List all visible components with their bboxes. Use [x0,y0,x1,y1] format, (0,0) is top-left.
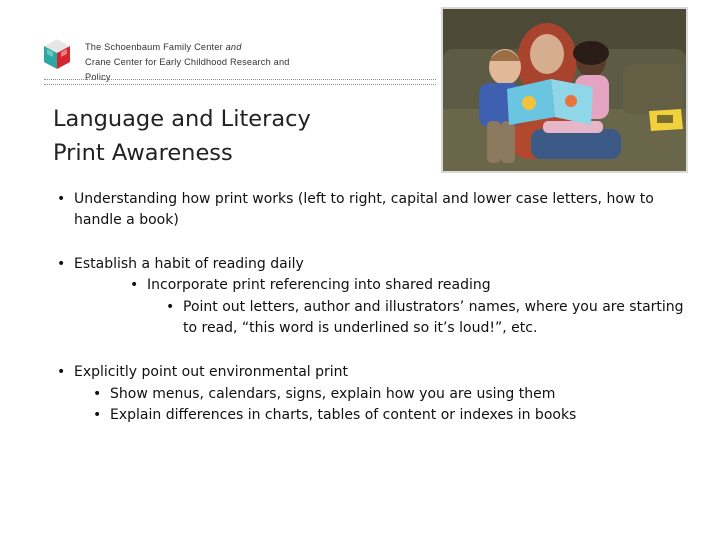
header-divider [44,79,436,80]
bullet-2-sub-2-cont: to read, “this word is underlined so it’s loud!”, etc. [183,320,538,336]
bullet-1-text: Understanding how print works (left to right, capital and lower case letters, how to [74,191,654,207]
bullet-marker: • [130,277,139,293]
bullet-2-sub-1 [130,275,491,297]
reading-photo-scene [443,9,686,171]
bullet-marker: • [166,299,175,315]
bullet-3-sub-2 [93,405,576,427]
title-line1: Language and Literacy [53,106,311,132]
bullet-1 [57,189,654,211]
org-line1: The Schoenbaum Family Center [85,42,223,52]
bullet-2-sub-2-text: Point out letters, author and illustrators’ names, where you are starting [183,299,684,315]
title-line2: Print Awareness [53,140,233,166]
org-and: and [225,42,242,52]
bullet-3 [57,362,348,384]
bullet-marker: • [57,364,66,380]
reading-photo [441,7,688,173]
bullet-2-text: Establish a habit of reading daily [74,256,304,272]
bullet-marker: • [93,386,102,402]
bullet-3-sub-2-text: Explain differences in charts, tables of content or indexes in books [110,407,577,423]
bullet-marker: • [93,407,102,423]
bullet-2 [57,254,304,276]
bullet-2-sub-2 [166,297,684,319]
org-line3: Policy [85,72,111,82]
header-divider-2 [44,84,436,85]
org-line2: Crane Center for Early Childhood Research and [85,57,290,67]
bullet-marker: • [57,191,66,207]
bullet-3-sub-1 [93,384,555,406]
page-title [53,102,311,170]
bullet-marker: • [57,256,66,272]
bullet-3-sub-1-text: Show menus, calendars, signs, explain how you are using them [110,386,556,402]
bullet-2-sub-1-text: Incorporate print referencing into shared reading [147,277,491,293]
bullet-1-cont: handle a book) [74,212,179,228]
bullet-3-text: Explicitly point out environmental print [74,364,349,380]
logo-cube-icon [43,38,71,70]
